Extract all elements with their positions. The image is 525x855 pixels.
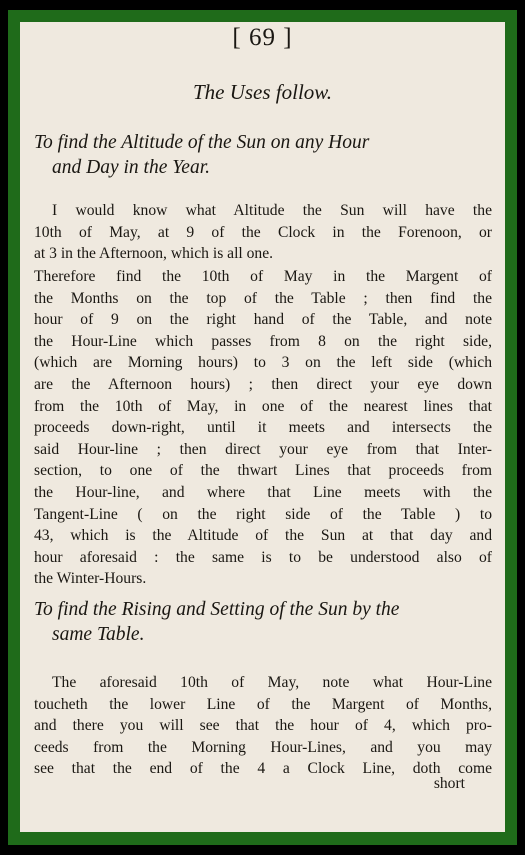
text-line: from the 10th of May, in one of the nearest lines that	[34, 397, 492, 415]
text-line: the Months on the top of the Table ; then find the	[34, 289, 492, 307]
text-line: the Hour-line, and where that Line meets with the	[34, 483, 492, 501]
page-number: [ 69 ]	[232, 24, 293, 51]
text-line: section, to one of the thwart Lines that proceeds from	[34, 462, 492, 480]
text-line: proceeds down-right, until it meets and intersects the	[34, 419, 492, 437]
text-line: Therefore find the 10th of May in the Margent of	[34, 268, 492, 285]
text-line: hour aforesaid : the same is to be understood also of	[34, 548, 492, 566]
text-line: toucheth the lower Line of the Margent of Months,	[34, 695, 492, 713]
text-line: hour of 9 on the right hand of the Table, and note	[34, 311, 492, 329]
text-line: the Winter-Hours.	[34, 570, 147, 588]
section-heading-altitude	[34, 130, 484, 180]
heading-line: To find the Altitude of the Sun on any Hour	[34, 132, 370, 153]
paragraph-2	[34, 266, 492, 590]
text-line: The aforesaid 10th of May, note what Hour-Line	[52, 674, 492, 691]
text-line: and there you will see that the hour of 4, which pro-	[34, 717, 492, 735]
text-line: 43, which is the Altitude of the Sun at that day and	[34, 527, 492, 545]
text-line: (which are Morning hours) to 3 on the left side (which	[34, 354, 492, 372]
heading-line: same Table.	[52, 624, 145, 645]
paragraph-1	[34, 200, 492, 265]
text-line: the Hour-Line which passes from 8 on the right side,	[34, 332, 492, 350]
text-line: are the Afternoon hours) ; then direct your eye down	[34, 375, 492, 393]
text-line: see that the end of the 4 a Clock Line, doth come	[34, 760, 492, 778]
text-line: said Hour-line ; then direct your eye from that Inter-	[34, 440, 492, 458]
heading-line: and Day in the Year.	[52, 157, 210, 178]
text-line: Tangent-Line ( on the right side of the Table ) to	[34, 505, 492, 523]
text-line: at 3 in the Afternoon, which is all one.	[34, 245, 274, 263]
text-line: I would know what Altitude the Sun will have the	[52, 202, 492, 219]
section-heading-rising-setting	[34, 597, 484, 647]
catchword: short	[433, 775, 465, 792]
book-page	[20, 22, 505, 832]
heading-line: To find the Rising and Setting of the Sun by the	[34, 599, 400, 620]
paragraph-3	[34, 672, 492, 780]
uses-heading: The Uses follow.	[192, 80, 333, 104]
text-line: ceeds from the Morning Hour-Lines, and you may	[34, 738, 492, 756]
text-line: 10th of May, at 9 of the Clock in the Forenoon, or	[34, 223, 492, 241]
